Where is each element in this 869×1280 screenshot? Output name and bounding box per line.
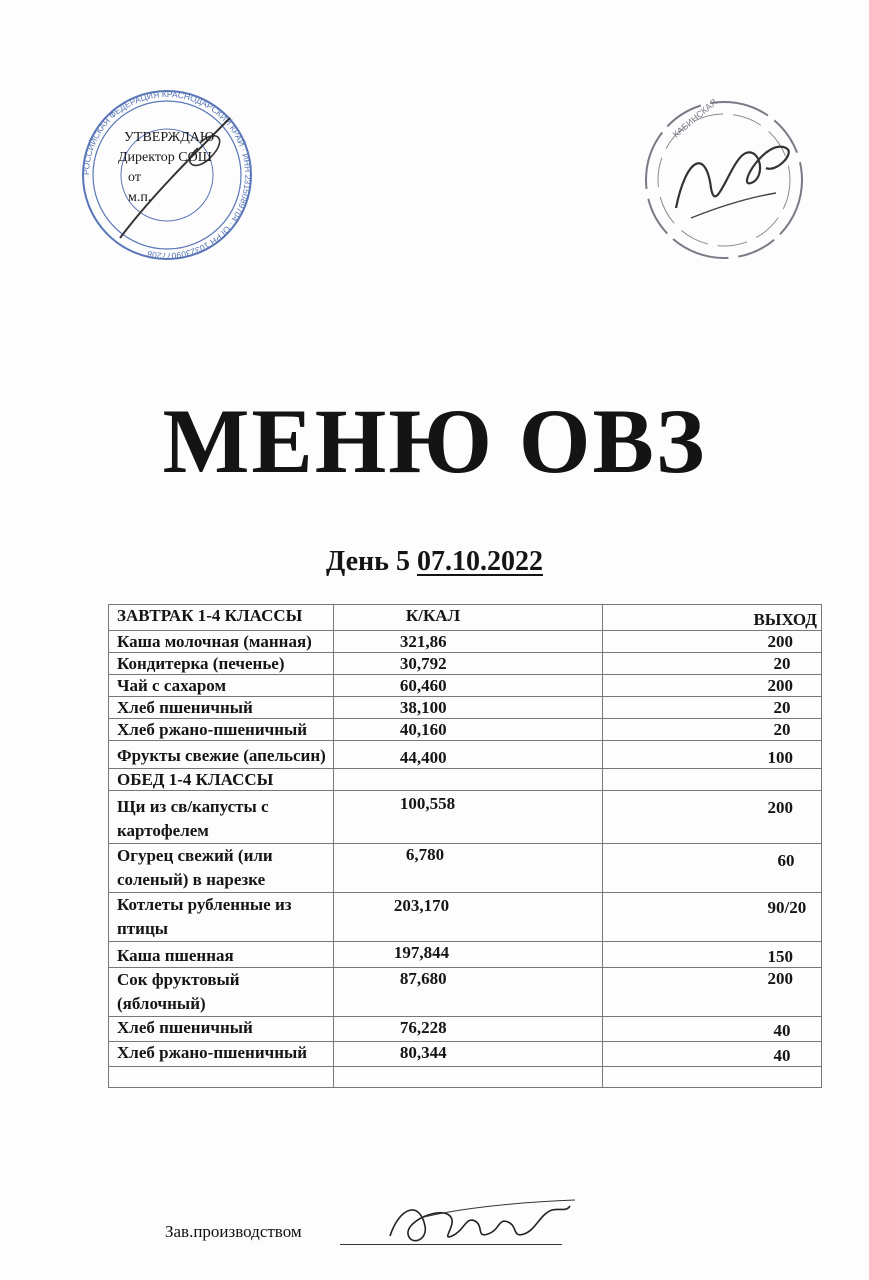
table-row (109, 893, 822, 942)
dish-output (603, 769, 822, 791)
dish-name: Сок фруктовый (яблочный) (109, 968, 334, 1017)
dish-kcal: 100,558 (333, 791, 603, 844)
dish-kcal: 6,780 (333, 844, 603, 893)
approval-director: Директор СОШ (118, 150, 212, 165)
dish-kcal: 38,100 (333, 697, 603, 719)
empty-cell (109, 1067, 334, 1088)
signature-seal-icon (636, 98, 806, 263)
table-empty-row (109, 1067, 822, 1088)
dish-name: Хлеб пшеничный (109, 697, 334, 719)
dish-kcal: 40,160 (333, 719, 603, 741)
table-row (109, 697, 822, 719)
approval-title: УТВЕРЖДАЮ (124, 130, 215, 145)
dish-kcal: 44,400 (333, 741, 603, 769)
approval-mp: м.п. (128, 190, 152, 205)
dish-name: Фрукты свежие (апельсин) (109, 741, 334, 769)
table-row (109, 1042, 822, 1067)
dish-name: Хлеб пшеничный (109, 1017, 334, 1042)
dish-name: Огурец свежий (или соленый) в нарезке (109, 844, 334, 893)
dish-output: 150 (603, 942, 822, 968)
section-title: ОБЕД 1-4 КЛАССЫ (109, 769, 334, 791)
header-kcal: К/КАЛ (333, 605, 603, 631)
dish-output: 20 (603, 653, 822, 675)
dish-name: Щи из св/капусты с картофелем (109, 791, 334, 844)
menu-table (108, 604, 822, 1088)
table-row (109, 741, 822, 769)
stamp-right-text: КАБИНСКАЯ (670, 98, 719, 140)
table-header-row (109, 605, 822, 631)
dish-kcal: 197,844 (333, 942, 603, 968)
dish-output: 20 (603, 697, 822, 719)
page-title: МЕНЮ ОВЗ (162, 390, 707, 492)
table-row (109, 631, 822, 653)
dish-output: 90/20 (603, 893, 822, 942)
table-row (109, 968, 822, 1017)
dish-name: Хлеб ржано-пшеничный (109, 1042, 334, 1067)
dish-output: 20 (603, 719, 822, 741)
empty-cell (333, 1067, 603, 1088)
dish-output: 200 (603, 675, 822, 697)
production-manager-label: Зав.производством (165, 1222, 302, 1241)
dish-kcal: 203,170 (333, 893, 603, 942)
table-row (109, 719, 822, 741)
table-section-row (109, 769, 822, 791)
day-date: 07.10.2022 (416, 546, 543, 577)
header-output: ВЫХОД (603, 605, 822, 631)
day-heading (0, 546, 869, 578)
dish-name: Каша пшенная (109, 942, 334, 968)
dish-kcal: 80,344 (333, 1042, 603, 1067)
dish-kcal: 87,680 (333, 968, 603, 1017)
dish-name: Хлеб ржано-пшеничный (109, 719, 334, 741)
dish-output: 200 (603, 791, 822, 844)
dish-name: Кондитерка (печенье) (109, 653, 334, 675)
dish-kcal (333, 769, 603, 791)
dish-kcal: 60,460 (333, 675, 603, 697)
table-row (109, 1017, 822, 1042)
dish-kcal: 321,86 (333, 631, 603, 653)
approval-from: от (128, 170, 141, 185)
table-row (109, 791, 822, 844)
empty-cell (603, 1067, 822, 1088)
dish-output: 100 (603, 741, 822, 769)
dish-kcal: 30,792 (333, 653, 603, 675)
stamp-ring-text: РОССИЙСКАЯ ФЕДЕРАЦИЯ КРАСНОДАРСКИЙ КРАЙ · ИНН 2315089704 · ОГРН 1032309077208 (80, 88, 254, 262)
dish-name: Каша молочная (манная) (109, 631, 334, 653)
dish-kcal: 76,228 (333, 1017, 603, 1042)
approval-block (118, 128, 214, 208)
dish-name: Котлеты рубленные из птицы (109, 893, 334, 942)
dish-output: 200 (603, 968, 822, 1017)
handwritten-signature-icon (380, 1196, 580, 1252)
table-row (109, 653, 822, 675)
table-row (109, 942, 822, 968)
dish-output: 200 (603, 631, 822, 653)
day-label: День 5 (326, 546, 410, 577)
dish-output: 40 (603, 1042, 822, 1067)
dish-name: Чай с сахаром (109, 675, 334, 697)
header-meal: ЗАВТРАК 1-4 КЛАССЫ (109, 605, 334, 631)
dish-output: 60 (603, 844, 822, 893)
table-row (109, 675, 822, 697)
manager-signature (380, 1196, 580, 1252)
table-row (109, 844, 822, 893)
dish-output: 40 (603, 1017, 822, 1042)
director-signature-stamp (636, 98, 806, 263)
